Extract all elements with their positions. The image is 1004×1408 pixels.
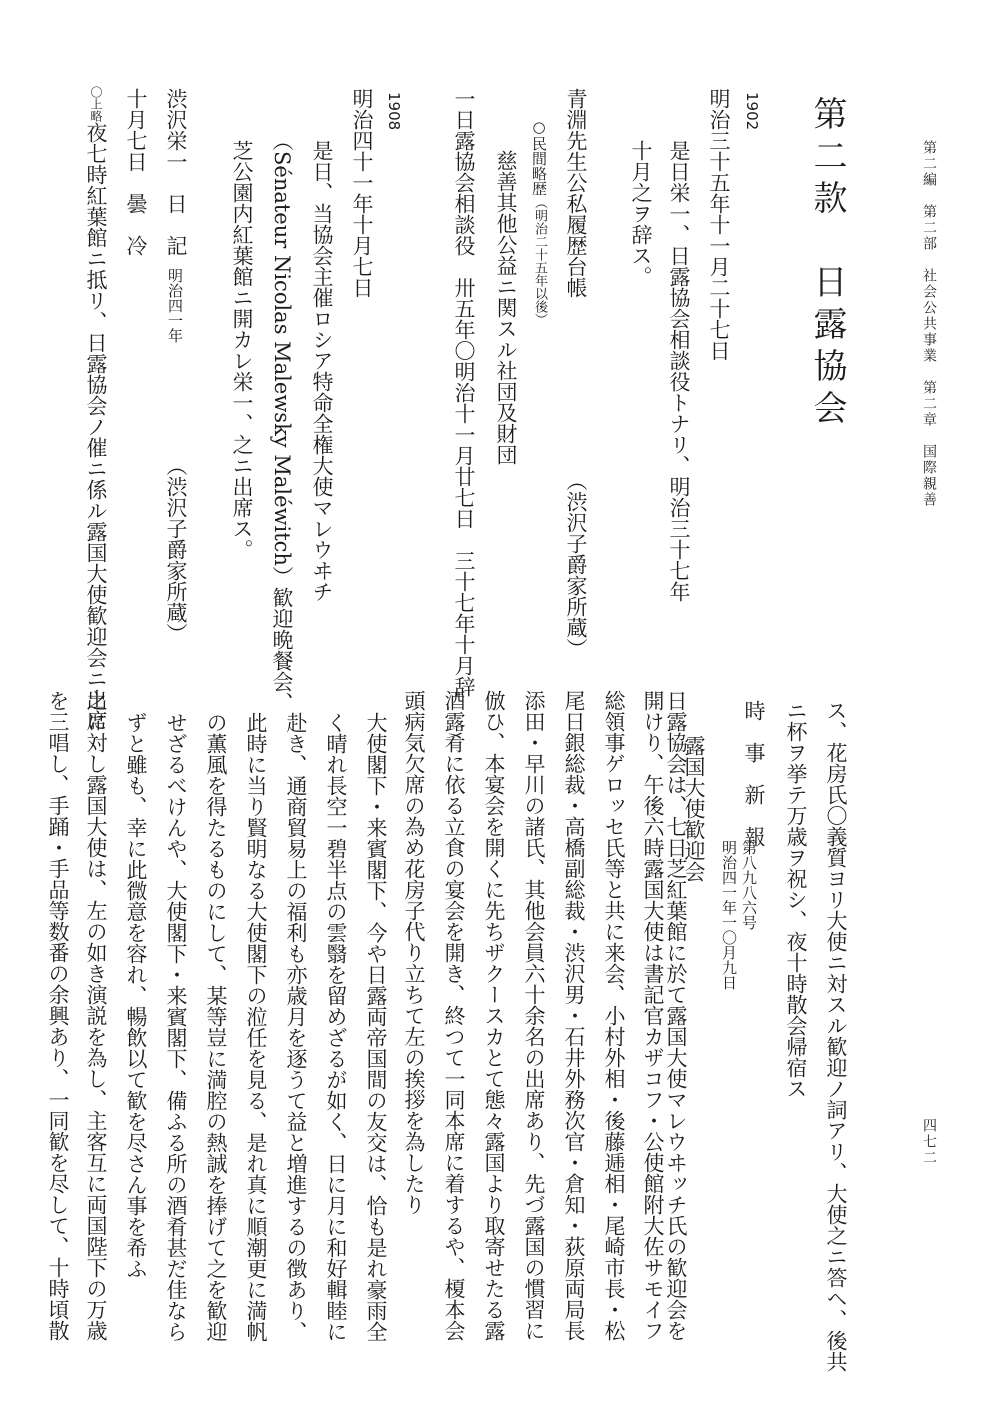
source-title: 青淵先生公私履歴台帳 (564, 88, 588, 298)
diary-source-owner: （渋沢子爵家所蔵） (164, 455, 188, 644)
entry-body-1908-line2: （Sénateur Nicolas Malewsky Maléwitch）歓迎晩餐会、 (270, 130, 294, 713)
article-line: 尾日銀総裁・高橋副総裁・渋沢男・石井外務次官・倉知・荻原両局長 (562, 690, 586, 1341)
diary-source-title: 渋沢栄一 日 記 (164, 88, 188, 256)
note-label-text: ○民間略歴 (530, 118, 548, 196)
article-line: 開けり、午後六時露国大使は書記官カザコフ・公使館附大佐サモイフ (641, 690, 665, 1341)
entry-body-1902-line2: 十月之ヲ辞ス。 (629, 140, 653, 287)
article-line: 酒露肴に依る立食の宴会を開き、終つて一同本席に着するや、榎本会 (442, 690, 466, 1341)
article-line: の薫風を得たるものにして、某等豈に満腔の熱誠を捧げて之を歓迎 (204, 712, 228, 1342)
note-range: （明治二十五年以後） (532, 196, 547, 326)
year-label-1902: 1902 (743, 92, 761, 131)
newspaper-title: 時 事 新 報 (742, 700, 766, 847)
article-line: く晴れ長空一碧半点の雲翳を留めざるが如く、日に月に和好輯睦に (324, 712, 348, 1342)
source-owner: （渋沢子爵家所蔵） (564, 470, 588, 659)
article-line: ずと雖も、幸に此微意を容れ、暢飲以て歓を尽さん事を希ふ (124, 712, 148, 1279)
article-line: せざるべけんや、大使閣下・来賓閣下、備ふる所の酒肴甚だ佳なら (164, 712, 188, 1342)
article-line: 総領事ゲロッセ氏等と共に来会、小村外相・後藤逓相・尾崎市長・松 (602, 690, 626, 1341)
article-line: 日露協会は、七日芝紅葉館に於て露国大使マレウヰッチ氏の歓迎会を (664, 690, 688, 1341)
article-line: 之に対し露国大使は、左の如き演説を為し、主客互に両国陛下の万歳 (84, 690, 108, 1341)
note-label (531, 118, 546, 326)
diary-lead: 〇上略 (89, 86, 103, 122)
page-number: 四七二 (921, 1118, 937, 1166)
newspaper-issue-no: 第八九八六号 (740, 840, 758, 930)
article-line: 添田・早川の諸氏、其他会員六十余名の出席あり、先づ露国の慣習に (522, 690, 546, 1341)
article-line: 赴き、通商貿易上の福利も亦歳月を逐うて益と増進するの徴あり、 (284, 712, 308, 1342)
article-line: を三唱し、手踊・手品等数番の余興あり、一同歓を尽して、十時頃散 (46, 690, 70, 1341)
newspaper-issue-date: 明治四一年一〇月九日 (720, 840, 738, 990)
article-line: 此時に当り賢明なる大使閣下の涖任を見る、是れ真に順潮更に満帆 (244, 712, 268, 1342)
article-line: 倣ひ、本宴会を開くに先ちザクースカとて態々露国より取寄せたる露 (482, 690, 506, 1341)
entry-date-1902: 明治三十五年十一月二十七日 (707, 88, 731, 361)
entry-body-1908-line3: 芝公園内紅葉館ニ開カレ栄一、之ニ出席ス。 (230, 140, 254, 560)
diary-date: 十月七日 曇 冷 (124, 88, 148, 256)
entry-body-1908-line1: 是日、当協会主催ロシア特命全権大使マレウヰチ (310, 140, 334, 602)
diary-text-body: 夜七時紅葉館ニ抵リ、日露協会ノ催ニ係ル露国大使歓迎会ニ出席 (84, 122, 108, 731)
entry-date-1908: 明治四十一年十月七日 (350, 88, 374, 298)
continuation-line1: ス、花房氏〇義質ヨリ大使ニ対スル歓迎ノ詞アリ、大使之ニ答ヘ、後共 (824, 700, 848, 1372)
record-line: 一日露協会相談役 卅五年〇明治十一月廿七日 三十七年十月辞 (452, 88, 476, 697)
diary-text (85, 86, 106, 731)
year-label-1908: 1908 (385, 92, 403, 131)
article-line: 頭病気欠席の為め花房子代り立ちて左の挨拶を為したり (402, 690, 426, 1215)
running-header: 第二編 第二部 社会公共事業 第二章 国際親善 (921, 140, 937, 508)
article-line: 大使閣下・来賓閣下、今や日露両帝国間の友交は、恰も是れ豪雨全 (364, 712, 388, 1342)
section-title: 第二款 日露協会 (807, 96, 847, 432)
article-title: 露国大使歓迎会 (682, 735, 706, 882)
continuation-line2: ニ杯ヲ挙テ万歳ヲ祝シ、夜十時散会帰宿ス (784, 700, 808, 1099)
diary-source-year: 明治四一年 (166, 268, 184, 343)
note-body: 慈善其他公益ニ関スル社団及財団 (494, 150, 518, 465)
entry-body-1902-line1: 是日栄一、日露協会相談役トナリ、明治三十七年 (667, 140, 691, 602)
